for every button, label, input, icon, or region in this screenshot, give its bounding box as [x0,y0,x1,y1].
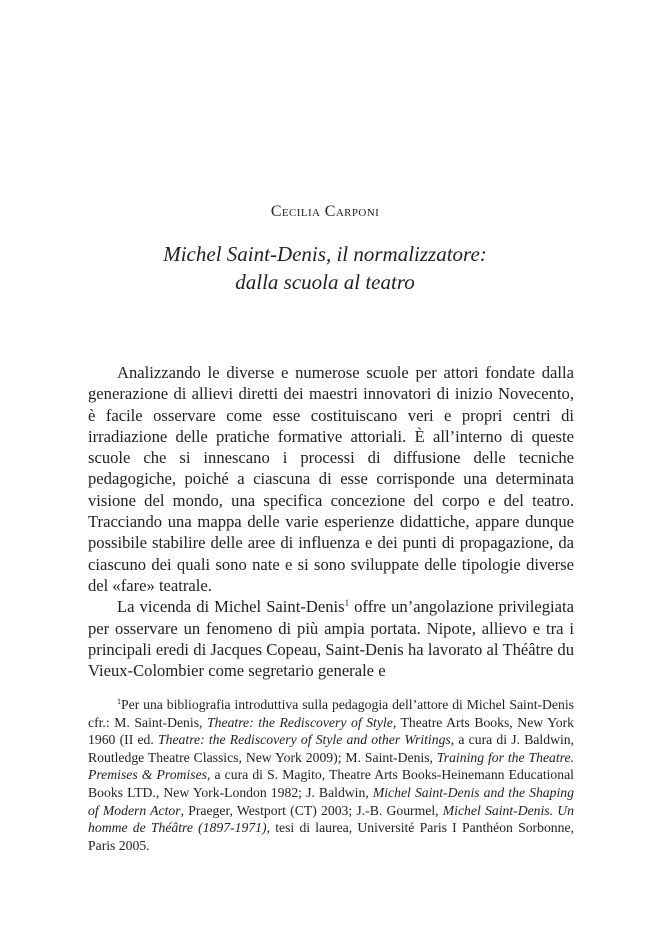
paragraph-2-rest: offre un’angolazione privilegiata per osservare un fenomeno di più ampia portata. Nipote, allievo e tra i principali eredi di Jacques Copeau, Saint-Denis ha lavorato al Théâtre du Vieux-Colombier come segretario generale e [88,597,575,681]
footnote-text: , tesi di laurea, Université Paris I Panthéon Sorbonne, Paris 2005. [88,820,574,853]
chapter-title-line-2: dalla scuola al teatro [235,270,415,294]
footnote-book-title: Michel Saint-Denis. Un homme de Théâtre (1897-1971) [88,802,575,836]
body-text [88,362,574,681]
footnote-book-title: Theatre: the Rediscovery of Style and other Writings [158,732,451,748]
footnote-text: , Praeger, Westport (CT) 2003; J.-B. Gourmel, [180,802,443,818]
footnote-book-title: Training for the Theatre. Premises & Promises [88,749,574,783]
paragraph-2 [88,596,574,681]
footnote-book-title: Michel Saint-Denis and the Shaping of Modern Actor [88,784,574,818]
footnote-reference: 1 [344,598,350,609]
footnote-text: Per una bibliografia introduttiva sulla pedagogia dell’attore di Michel Saint-Denis cfr.: M. Saint-Denis, [88,697,574,730]
chapter-title [100,240,550,296]
author-name: Cecilia Carponi [270,203,380,220]
footnote-text: , a cura di S. Magito, Theatre Arts Books-Heinemann Educational Books LTD., New York-London 1982; J. Baldwin, [88,767,574,800]
footnote [88,696,574,854]
footnote-text: , a cura di J. Baldwin, Routledge Theatre Classics, New York 2009); M. Saint-Denis, [88,732,575,765]
footnote-text: , Theatre Arts Books, New York 1960 (II ed. [88,714,574,748]
paragraph-2-start: La vicenda di Michel Saint-Denis [117,597,345,617]
paragraph-1: Analizzando le diverse e numerose scuole per attori fondate dalla generazione di allievi diretti dei maestri innovatori di inizio Novecento, è facile osservare come esse costituiscano veri e propri centri di irradiazione delle pratiche formative attoriali. È all’interno di queste scuole che si innescano i processi di diffusione delle tecniche pedagogiche, poiché a ciascuna di esse corrisponde una determinata visione del mondo, una specifica concezione del corpo e del teatro. Tracciando una mappa delle varie esperienze didattiche, appare dunque possibile stabilire delle aree di influenza e dei punti di propagazione, da ciascuno dei quali sono nate e si sono sviluppate delle tipologie diverse del «fare» teatrale. [88,363,574,595]
footnote-mark: 1 [117,697,121,706]
footnote-book-title: Theatre: the Rediscovery of Style [207,714,393,730]
chapter-title-line-1: Michel Saint-Denis, il normalizzatore: [163,242,487,266]
